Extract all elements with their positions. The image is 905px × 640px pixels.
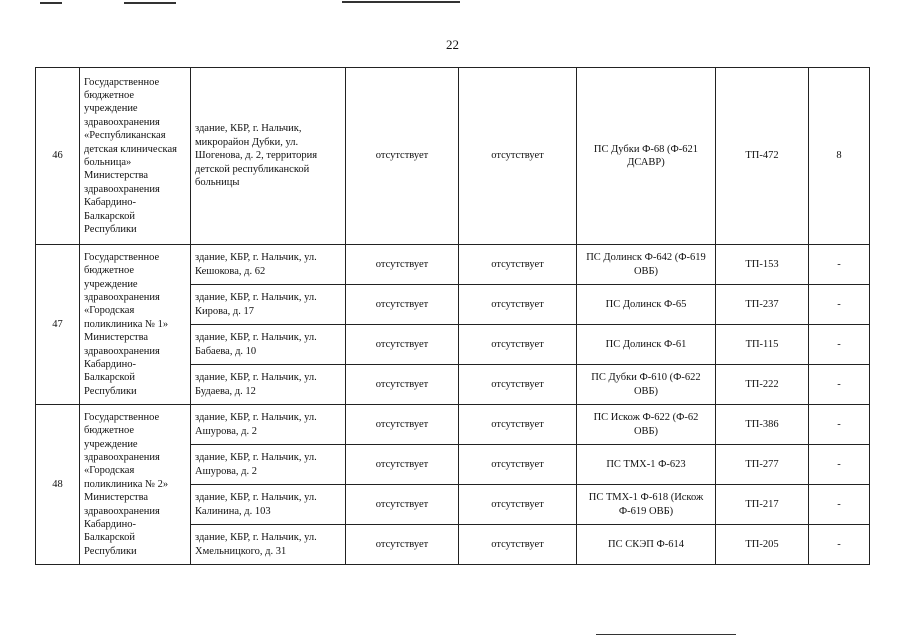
value-cell: -: [809, 525, 870, 565]
table-row: [36, 245, 870, 285]
transformer-cell: ТП-277: [716, 445, 809, 485]
value-cell: -: [809, 285, 870, 325]
address-cell: здание, КБР, г. Нальчик, ул. Хмельницкого, д. 31: [191, 525, 346, 565]
table-row: [36, 405, 870, 445]
address-cell: здание, КБР, г. Нальчик, ул. Ашурова, д. 2: [191, 405, 346, 445]
substation-cell: ПС ТМХ-1 Ф-623: [577, 445, 716, 485]
row-number: 47: [36, 245, 80, 405]
scan-mark-top-mid: [124, 2, 176, 4]
organization-cell: Государственное бюджетное учреждение здравоохранения «Городская поликлиника № 1» Министерства здравоохранения Кабардино-Балкарской Республики: [80, 245, 191, 405]
substation-cell: ПС Долинск Ф-642 (Ф-619 ОВБ): [577, 245, 716, 285]
table-row: [36, 68, 870, 245]
substation-cell: ПС ТМХ-1 Ф-618 (Искож Ф-619 ОВБ): [577, 485, 716, 525]
status-cell-1: отсутствует: [346, 285, 459, 325]
status-cell-1: отсутствует: [346, 245, 459, 285]
transformer-cell: ТП-153: [716, 245, 809, 285]
value-cell: -: [809, 445, 870, 485]
organization-cell: Государственное бюджетное учреждение здравоохранения «Городская поликлиника № 2» Министерства здравоохранения Кабардино-Балкарской Республики: [80, 405, 191, 565]
page-number: 22: [446, 37, 459, 52]
address-cell: здание, КБР, г. Нальчик, ул. Кирова, д. 17: [191, 285, 346, 325]
substation-cell: ПС Долинск Ф-65: [577, 285, 716, 325]
address-cell: здание, КБР, г. Нальчик, ул. Бабаева, д. 10: [191, 325, 346, 365]
status-cell-2: отсутствует: [459, 405, 577, 445]
status-cell-1: отсутствует: [346, 525, 459, 565]
address-cell: здание, КБР, г. Нальчик, ул. Кешокова, д. 62: [191, 245, 346, 285]
status-cell-2: отсутствует: [459, 325, 577, 365]
substation-cell: ПС Дубки Ф-610 (Ф-622 ОВБ): [577, 365, 716, 405]
substation-cell: ПС Искож Ф-622 (Ф-62 ОВБ): [577, 405, 716, 445]
status-cell-2: отсутствует: [459, 285, 577, 325]
transformer-cell: ТП-222: [716, 365, 809, 405]
status-cell-1: отсутствует: [346, 325, 459, 365]
document-table: [35, 67, 870, 565]
status-cell-2: отсутствует: [459, 485, 577, 525]
status-cell-1: отсутствует: [346, 485, 459, 525]
substation-cell: ПС Дубки Ф-68 (Ф-621 ДСАВР): [577, 68, 716, 245]
substation-cell: ПС Долинск Ф-61: [577, 325, 716, 365]
address-cell: здание, КБР, г. Нальчик, ул. Будаева, д. 12: [191, 365, 346, 405]
status-cell-2: отсутствует: [459, 445, 577, 485]
address-cell: здание, КБР, г. Нальчик, ул. Ашурова, д. 2: [191, 445, 346, 485]
status-cell-1: отсутствует: [346, 365, 459, 405]
status-cell-1: отсутствует: [346, 405, 459, 445]
substation-cell: ПС СКЭП Ф-614: [577, 525, 716, 565]
value-cell: -: [809, 325, 870, 365]
value-cell: -: [809, 405, 870, 445]
scan-mark-top-left: [40, 2, 62, 4]
transformer-cell: ТП-237: [716, 285, 809, 325]
status-cell-2: отсутствует: [459, 365, 577, 405]
value-cell: 8: [809, 68, 870, 245]
status-cell-2: отсутствует: [459, 245, 577, 285]
transformer-cell: ТП-205: [716, 525, 809, 565]
row-number: 46: [36, 68, 80, 245]
value-cell: -: [809, 365, 870, 405]
status-cell-1: отсутствует: [346, 68, 459, 245]
transformer-cell: ТП-217: [716, 485, 809, 525]
status-cell-1: отсутствует: [346, 445, 459, 485]
value-cell: -: [809, 245, 870, 285]
value-cell: -: [809, 485, 870, 525]
scan-mark-bottom: [596, 634, 736, 635]
address-cell: здание, КБР, г. Нальчик, ул. Калинина, д. 103: [191, 485, 346, 525]
transformer-cell: ТП-386: [716, 405, 809, 445]
row-number: 48: [36, 405, 80, 565]
status-cell-2: отсутствует: [459, 525, 577, 565]
scan-mark-top-right: [342, 1, 460, 3]
address-cell: здание, КБР, г. Нальчик, микрорайон Дубки, ул. Шогенова, д. 2, территория детской республиканской больницы: [191, 68, 346, 245]
transformer-cell: ТП-115: [716, 325, 809, 365]
organization-cell: Государственное бюджетное учреждение здравоохранения «Республиканская детская клиническая больница» Министерства здравоохранения Кабардино-Балкарской Республики: [80, 68, 191, 245]
status-cell-2: отсутствует: [459, 68, 577, 245]
transformer-cell: ТП-472: [716, 68, 809, 245]
